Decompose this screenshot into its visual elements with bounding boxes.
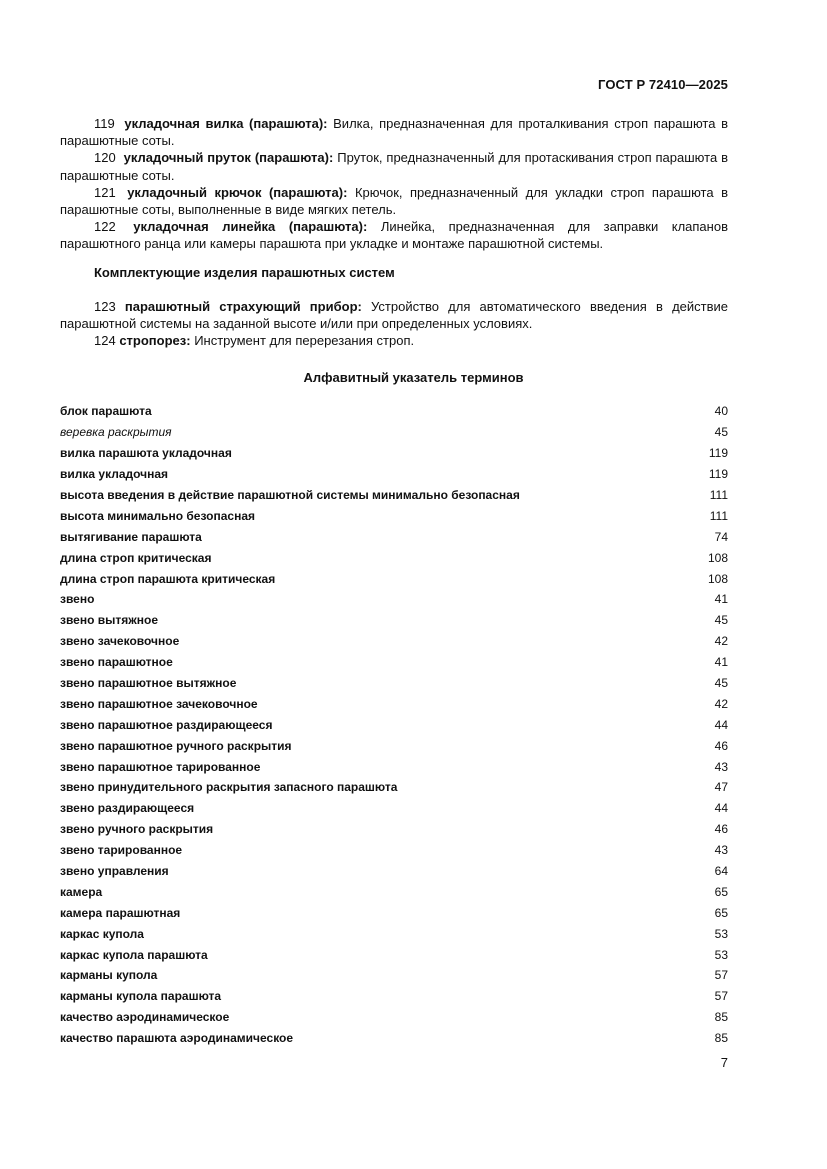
- index-row: [60, 756, 728, 777]
- index-page-ref: 44: [714, 717, 728, 732]
- index-page-ref: 119: [708, 467, 728, 482]
- index-row: [60, 443, 728, 464]
- index-row: [60, 1007, 728, 1028]
- section-title: Комплектующие изделия парашютных систем: [94, 265, 395, 280]
- index-page-ref: 43: [714, 843, 728, 858]
- index-page-ref: 45: [714, 676, 728, 691]
- index-row: [60, 819, 728, 840]
- index-page-ref: 85: [714, 1010, 728, 1025]
- term-entry: [60, 184, 728, 218]
- term-number: 120: [94, 150, 116, 166]
- index-row: [60, 923, 728, 944]
- index-page-ref: 108: [707, 550, 728, 565]
- index-row: [60, 589, 728, 610]
- index-row: [60, 902, 728, 923]
- index-row: [60, 464, 728, 485]
- index-page-ref: 65: [714, 884, 728, 899]
- index-row: [60, 965, 728, 986]
- index-page-ref: 74: [714, 529, 728, 544]
- index-row: [60, 568, 728, 589]
- index-term: звено парашютное раздирающееся: [60, 717, 273, 732]
- index-row: [60, 610, 728, 631]
- index-term: звено парашютное: [60, 655, 173, 670]
- index-term: высота минимально безопасная: [60, 508, 255, 523]
- index-term: камера: [60, 884, 103, 899]
- index-page-ref: 65: [714, 905, 728, 920]
- index-title: Алфавитный указатель терминов: [303, 370, 524, 385]
- index-page-ref: 108: [707, 571, 728, 586]
- index-term: каркас купола: [60, 926, 144, 941]
- index-term: карманы купола: [60, 968, 158, 983]
- index-row: [60, 485, 728, 506]
- index-row: [60, 777, 728, 798]
- index-page-ref: 57: [714, 968, 728, 983]
- index-row: [60, 840, 728, 861]
- index-row: [60, 652, 728, 673]
- term-definition: Пруток, предназначенный для протаскивания строп парашюта в парашютные соты.: [60, 150, 728, 183]
- index-row: [60, 693, 728, 714]
- index-page-ref: 41: [714, 592, 728, 607]
- index-term: длина строп критическая: [60, 550, 212, 565]
- term-name: укладочный крючок (парашюта):: [127, 184, 348, 200]
- document-header: ГОСТ Р 72410—2025: [598, 77, 728, 92]
- term-definition: Устройство для автоматического введения в действие парашютной системы на заданной высоте и/или при определенных условиях.: [60, 299, 729, 332]
- index-row: [60, 505, 728, 526]
- index-page-ref: 41: [714, 655, 728, 670]
- index-page-ref: 45: [714, 425, 728, 440]
- index-row: [60, 714, 728, 735]
- index-term: карманы купола парашюта: [60, 989, 222, 1004]
- index-row: [60, 735, 728, 756]
- term-name: стропорез:: [119, 333, 191, 349]
- term-entry: [60, 115, 728, 149]
- term-definition: Линейка, предназначенная для заправки клапанов парашютного ранца или камеры парашюта при укладке и монтаже парашютной системы.: [60, 219, 728, 252]
- term-entry: [60, 298, 728, 332]
- index-row: [60, 1028, 728, 1049]
- index-page-ref: 42: [714, 696, 728, 711]
- term-name: укладочная линейка (парашюта):: [133, 219, 368, 235]
- index-term: звено управления: [60, 864, 169, 879]
- term-entry: [60, 332, 728, 349]
- index-term: звено: [60, 592, 95, 607]
- index-page-ref: 43: [714, 759, 728, 774]
- index-term: качество аэродинамическое: [60, 1010, 230, 1025]
- index-term: звено принудительного раскрытия запасного парашюта: [60, 780, 398, 795]
- index-term: веревка раскрытия: [60, 425, 172, 440]
- index-row: [60, 422, 728, 443]
- index-row: [60, 798, 728, 819]
- index-term: звено парашютное тарированное: [60, 759, 261, 774]
- index-term: звено парашютное зачековочное: [60, 696, 258, 711]
- index-term: каркас купола парашюта: [60, 947, 208, 962]
- index-term: звено зачековочное: [60, 634, 180, 649]
- term-definition: Вилка, предназначенная для проталкивания строп парашюта в парашютные соты.: [60, 116, 728, 149]
- index-page-ref: 46: [714, 738, 728, 753]
- term-number: 124: [94, 333, 116, 349]
- index-page-ref: 119: [708, 446, 728, 461]
- index-term: камера парашютная: [60, 905, 181, 920]
- term-number: 122: [94, 219, 116, 235]
- index-term: вилка укладочная: [60, 467, 169, 482]
- index-term: звено вытяжное: [60, 613, 159, 628]
- index-page-ref: 64: [714, 864, 728, 879]
- page-number: 7: [720, 1055, 728, 1070]
- index-row: [60, 944, 728, 965]
- index-term: звено парашютное вытяжное: [60, 676, 237, 691]
- term-name: укладочный пруток (парашюта):: [123, 150, 334, 166]
- index-page-ref: 57: [714, 989, 728, 1004]
- index-term: высота введения в действие парашютной системы минимально безопасная: [60, 488, 520, 502]
- index-term: звено ручного раскрытия: [60, 822, 214, 837]
- index-row: [60, 881, 728, 902]
- index-page-ref: 40: [714, 404, 728, 419]
- index-row: [60, 986, 728, 1007]
- index-term: звено раздирающееся: [60, 801, 195, 816]
- term-number: 119: [94, 116, 115, 131]
- alphabetical-index: [60, 401, 728, 1049]
- term-name: укладочная вилка (парашюта):: [124, 116, 328, 131]
- index-page-ref: 46: [714, 822, 728, 837]
- index-term: звено парашютное ручного раскрытия: [60, 738, 292, 753]
- index-term: вытягивание парашюта: [60, 529, 202, 544]
- index-page-ref: 111: [709, 508, 728, 523]
- term-number: 121: [94, 184, 116, 200]
- index-page-ref: 53: [714, 926, 728, 941]
- term-entry: [60, 218, 728, 252]
- index-page-ref: 53: [714, 947, 728, 962]
- index-page-ref: 42: [714, 634, 728, 649]
- index-term: качество парашюта аэродинамическое: [60, 1031, 294, 1046]
- index-term: вилка парашюта укладочная: [60, 446, 232, 461]
- terms-block-a: [60, 115, 728, 253]
- index-row: [60, 401, 728, 422]
- index-row: [60, 526, 728, 547]
- index-page-ref: 45: [714, 613, 728, 628]
- term-definition: Инструмент для перерезания строп.: [194, 333, 415, 349]
- index-page-ref: 47: [714, 780, 728, 795]
- term-definition: Крючок, предназначенный для укладки строп парашюта в парашютные соты, выполненные в виде мягких петель.: [60, 184, 728, 218]
- index-page-ref: 85: [714, 1031, 728, 1046]
- index-page-ref: 44: [714, 801, 728, 816]
- term-name: парашютный страхующий прибор:: [124, 299, 362, 314]
- index-term: длина строп парашюта критическая: [60, 571, 276, 586]
- term-number: 123: [94, 299, 116, 314]
- index-row: [60, 673, 728, 694]
- index-term: звено тарированное: [60, 843, 183, 858]
- index-row: [60, 547, 728, 568]
- terms-block-b: [60, 298, 728, 350]
- index-row: [60, 861, 728, 882]
- index-page-ref: 111: [709, 488, 728, 502]
- index-term: блок парашюта: [60, 404, 152, 419]
- term-entry: [60, 149, 728, 183]
- index-row: [60, 631, 728, 652]
